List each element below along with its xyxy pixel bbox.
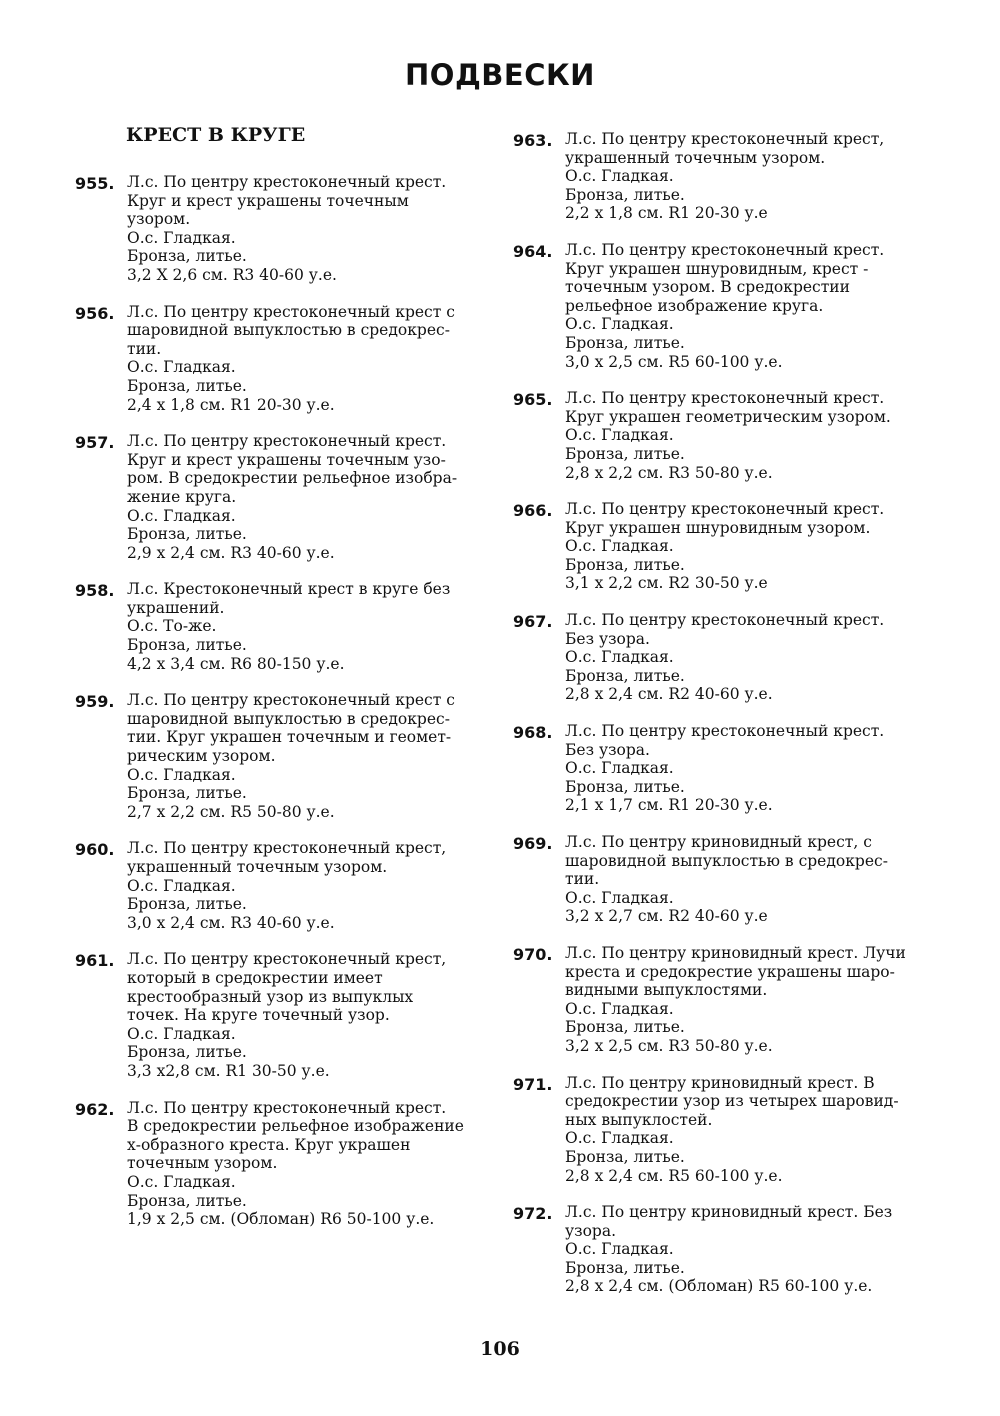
entry-text-line: 2,1 х 1,7 см. R1 20-30 у.е. [565, 796, 773, 815]
catalog-entry [508, 241, 928, 371]
entry-text-line: Бронза, литье. [565, 1147, 685, 1166]
entry-text-line: О.с. Гладкая. [565, 1129, 674, 1148]
entry-text-line: О.с. Гладкая. [565, 1240, 674, 1259]
entry-text-line: Л.с. По центру крестоконечный крест с [127, 302, 455, 321]
catalog-entry [70, 1099, 495, 1229]
entry-text-line: точек. На круге точечный узор. [127, 1006, 390, 1025]
entry-text-line: Бронза, литье. [565, 1018, 685, 1037]
entry-text-line: средокрестии узор из четырех шаровид- [565, 1092, 899, 1111]
entry-text-line: украшений. [127, 598, 225, 617]
entry-text-line: креста и средокрестие украшены шаро- [565, 962, 895, 981]
entry-text-line: крестообразный узор из выпуклых [127, 987, 414, 1006]
entry-text-line: О.с. Гладкая. [565, 888, 674, 907]
entry-number: 960. [75, 840, 115, 860]
entry-text-line: х-образного креста. Круг украшен [127, 1135, 411, 1154]
entry-text-line: рельефное изображение круга. [565, 296, 824, 315]
entry-text-line: О.с. Гладкая. [565, 999, 674, 1018]
entry-text-line: 2,4 х 1,8 см. R1 20-30 у.е. [127, 395, 335, 414]
entry-text-line: Бронза, литье. [127, 525, 247, 544]
entry-text-line: Бронза, литье. [565, 777, 685, 796]
catalog-entry [508, 1074, 928, 1186]
entry-text-line: 3,0 х 2,5 см. R5 60-100 у.е. [565, 352, 783, 371]
catalog-entry [70, 950, 495, 1080]
entry-number: 972. [513, 1204, 553, 1224]
catalog-entry [70, 580, 495, 673]
entry-text-line: ром. В средокрестии рельефное изобра- [127, 469, 458, 488]
entry-text-line: Без узора. [565, 740, 650, 759]
entry-text-line: видными выпуклостями. [565, 981, 768, 1000]
entry-text-line: Бронза, литье. [127, 247, 247, 266]
entry-text-line: Круг украшен шнуровидным узором. [565, 518, 871, 537]
entry-text-line: Без узора. [565, 629, 650, 648]
entry-text-line: Бронза, литье. [127, 376, 247, 395]
entry-text-line: О.с. Гладкая. [565, 167, 674, 186]
entry-number: 962. [75, 1099, 115, 1119]
entry-text-line: Бронза, литье. [565, 185, 685, 204]
entry-text-line: Круг и крест украшены точечным узо- [127, 450, 446, 469]
entry-text-line: Л.с. По центру крестоконечный крест. [127, 173, 447, 191]
entry-text-line: шаровидной выпуклостью в средокрес- [127, 321, 450, 340]
entry-number: 968. [513, 723, 553, 743]
entry-text-line: В средокрестии рельефное изображение [127, 1117, 464, 1136]
entry-text-line: О.с. Гладкая. [127, 1172, 236, 1191]
entry-number: 957. [75, 433, 115, 453]
entry-text-line: О.с. Гладкая. [127, 876, 236, 895]
catalog-entry [508, 611, 928, 704]
entry-text-line: Л.с. Крестоконечный крест в круге без [127, 580, 451, 599]
entry-text-line: О.с. Гладкая. [127, 765, 236, 784]
catalog-entry [508, 130, 928, 223]
entry-number: 963. [513, 131, 553, 150]
entry-text-line: Л.с. По центру крестоконечный крест. [565, 611, 885, 630]
entry-text-line: О.с. Гладкая. [565, 648, 674, 667]
entry-text-line: О.с. Гладкая. [565, 315, 674, 334]
entry-text-line: 2,8 х 2,4 см. (Обломан) R5 60-100 у.е. [565, 1277, 873, 1296]
entry-text-line: шаровидной выпуклостью в средокрес- [127, 709, 450, 728]
entry-text-line: Л.с. По центру крестоконечный крест. [127, 1098, 447, 1117]
entry-text-line: Л.с. По центру крестоконечный крест с [127, 691, 455, 710]
entry-text-line: Л.с. По центру крестоконечный крест. [565, 240, 885, 259]
entry-text-line: 2,9 х 2,4 см. R3 40-60 у.е. [127, 543, 335, 562]
left-column [70, 173, 495, 1247]
entry-text-line: Бронза, литье. [127, 1043, 247, 1062]
entry-text-line: тии. [127, 339, 162, 358]
entry-text-line: О.с. Гладкая. [127, 506, 236, 525]
entry-text-line: 3,3 х2,8 см. R1 30-50 у.е. [127, 1061, 330, 1080]
entry-text-line: Бронза, литье. [565, 444, 685, 463]
entry-text-line: Бронза, литье. [565, 333, 685, 352]
page-title: ПОДВЕСКИ [405, 58, 595, 92]
page-number: 106 [480, 1338, 520, 1360]
entry-text-line: жение круга. [127, 487, 237, 506]
entry-number: 959. [75, 692, 115, 712]
entry-number: 969. [513, 834, 553, 853]
catalog-entry [508, 389, 928, 482]
entry-text-line: шаровидной выпуклостью в средокрес- [565, 851, 888, 870]
entry-text-line: Круг и крест украшены точечным [127, 191, 409, 210]
entry-text-line: украшенный точечным узором. [565, 148, 826, 167]
entry-text-line: Л.с. По центру крестоконечный крест, [127, 950, 447, 969]
catalog-entry [70, 839, 495, 932]
catalog-entry [508, 500, 928, 593]
entry-text-line: 2,2 х 1,8 см. R1 20-30 у.е [565, 204, 768, 223]
entry-text-line: О.с. Гладкая. [127, 358, 236, 377]
entry-number: 967. [513, 612, 553, 632]
entry-text-line: Бронза, литье. [127, 895, 247, 914]
entry-text-line: Бронза, литье. [127, 784, 247, 803]
entry-text-line: рическим узором. [127, 747, 276, 766]
entry-text-line: О.с. Гладкая. [127, 228, 236, 247]
entry-number: 961. [75, 951, 115, 971]
catalog-entry [70, 691, 495, 821]
entry-text-line: тии. [565, 870, 600, 889]
entry-number: 970. [513, 944, 553, 964]
entry-text-line: 3,0 х 2,4 см. R3 40-60 у.е. [127, 913, 335, 932]
section-heading: КРЕСТ В КРУГЕ [126, 124, 306, 146]
entry-text-line: Л.с. По центру крестоконечный крест. [127, 432, 447, 451]
entry-text-line: Бронза, литье. [127, 636, 247, 655]
entry-text-line: Л.с. По центру крестоконечный крест. [565, 500, 885, 519]
entry-text-line: украшенный точечным узором. [127, 858, 388, 876]
entry-text-line: ных выпуклостей. [565, 1110, 713, 1129]
entry-text-line: 3,1 х 2,2 см. R2 30-50 у.е [565, 574, 768, 593]
entry-text-line: Л.с. По центру криновидный крест, с [565, 833, 872, 851]
entry-text-line: О.с. Гладкая. [565, 537, 674, 556]
entry-text-line: точечным узором. В средокрестии [565, 278, 850, 297]
entry-text-line: Л.с. По центру крестоконечный крест, [127, 839, 447, 858]
entry-text-line: Л.с. По центру крестоконечный крест. [565, 389, 885, 408]
entry-text-line: 3,2 Х 2,6 см. R3 40-60 у.е. [127, 265, 337, 284]
entry-text-line: Л.с. По центру криновидный крест. В [565, 1073, 875, 1092]
entry-text-line: Бронза, литье. [565, 666, 685, 685]
catalog-entry [70, 173, 495, 285]
entry-text-line: узора. [565, 1221, 616, 1240]
entry-text-line: Л.с. По центру крестоконечный крест, [565, 130, 885, 148]
entry-text-line: 2,8 х 2,4 см. R5 60-100 у.е. [565, 1166, 783, 1185]
entry-text-line: О.с. Гладкая. [127, 1024, 236, 1043]
entry-text-line: Л.с. По центру крестоконечный крест. [565, 722, 885, 741]
entry-text-line: 3,2 х 2,7 см. R2 40-60 у.е [565, 907, 768, 926]
catalog-entry [508, 944, 928, 1056]
catalog-entry [508, 722, 928, 815]
catalog-entry [508, 833, 928, 926]
entry-number: 958. [75, 581, 115, 601]
right-column [508, 130, 928, 1314]
entry-text-line: 2,8 х 2,4 см. R2 40-60 у.е. [565, 685, 773, 704]
entry-text-line: 3,2 х 2,5 см. R3 50-80 у.е. [565, 1036, 773, 1055]
entry-text-line: Круг украшен шнуровидным, крест - [565, 259, 869, 278]
entry-text-line: тии. Круг украшен точечным и геомет- [127, 728, 452, 747]
entry-number: 971. [513, 1074, 553, 1094]
entry-text-line: Бронза, литье. [565, 555, 685, 574]
entry-number: 964. [513, 241, 553, 261]
entry-text-line: Бронза, литье. [565, 1258, 685, 1277]
entry-text-line: Круг украшен геометрическим узором. [565, 407, 891, 426]
entry-text-line: точечным узором. [127, 1154, 278, 1173]
catalog-entry [70, 432, 495, 562]
entry-number: 956. [75, 303, 115, 323]
entry-text-line: О.с. Гладкая. [565, 426, 674, 445]
entry-number: 955. [75, 174, 115, 193]
entry-text-line: Бронза, литье. [127, 1191, 247, 1210]
catalog-entry [508, 1203, 928, 1296]
entry-text-line: узором. [127, 210, 191, 229]
entry-text-line: 2,8 х 2,2 см. R3 50-80 у.е. [565, 463, 773, 482]
entry-text-line: О.с. Гладкая. [565, 759, 674, 778]
entry-text-line: 1,9 х 2,5 см. (Обломан) R6 50-100 у.е. [127, 1210, 435, 1229]
entry-text-line: О.с. То-же. [127, 617, 217, 636]
entry-text-line: 4,2 х 3,4 см. R6 80-150 у.е. [127, 654, 345, 673]
entry-text-line: Л.с. По центру криновидный крест. Лучи [565, 943, 906, 962]
entry-text-line: который в средокрестии имеет [127, 968, 383, 987]
entry-number: 966. [513, 501, 553, 521]
entry-text-line: 2,7 х 2,2 см. R5 50-80 у.е. [127, 802, 335, 821]
entry-text-line: Л.с. По центру криновидный крест. Без [565, 1203, 893, 1222]
entry-number: 965. [513, 390, 553, 410]
catalog-entry [70, 303, 495, 415]
